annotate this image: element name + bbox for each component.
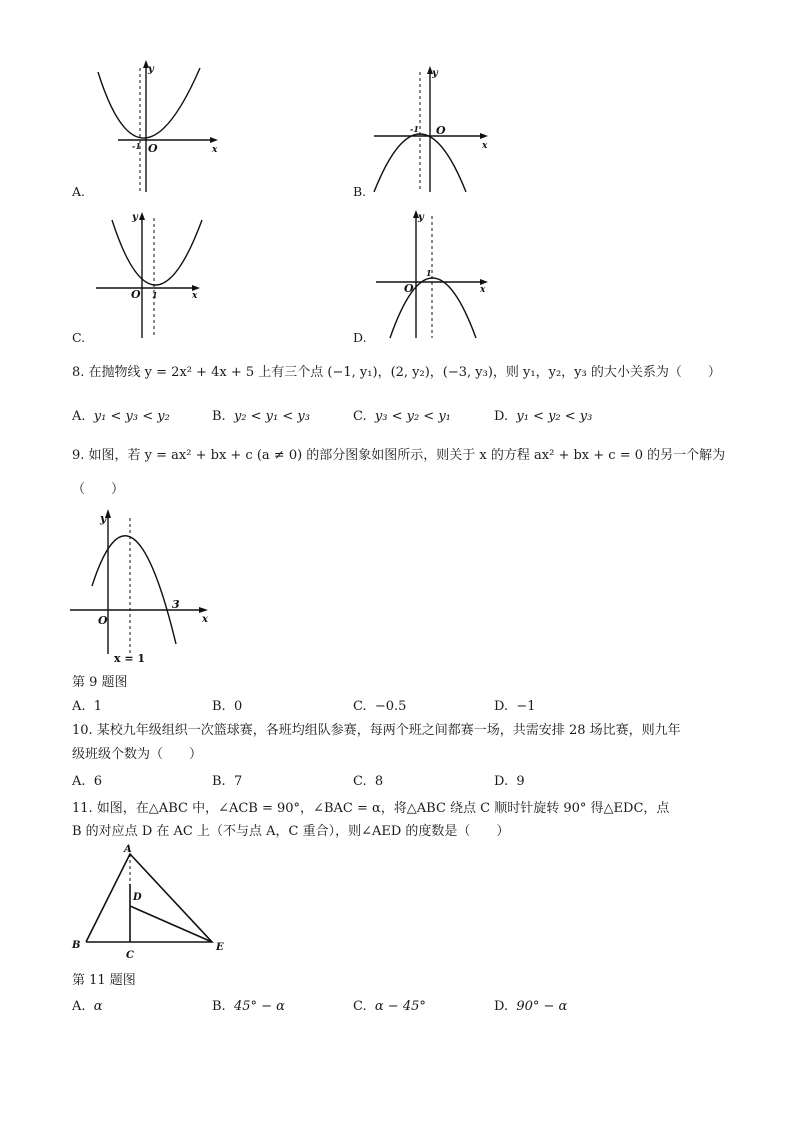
q9-option-a[interactable] [72, 698, 102, 716]
q7-option-c-label[interactable]: C. [72, 330, 86, 345]
q7-option-b-graph[interactable] [368, 64, 498, 196]
q11-label-c: C [126, 950, 134, 961]
q9-graph [68, 506, 218, 666]
q9-option-d-value: −1 [516, 699, 536, 714]
q10-option-b-letter: B. [212, 774, 226, 789]
q9-option-b-value: 0 [233, 699, 243, 714]
q7-b-origin-label: O [436, 124, 446, 137]
q11-option-b-letter: B. [212, 999, 226, 1014]
q9-x-label: x [202, 614, 208, 625]
q11-option-d-letter: D. [494, 999, 509, 1014]
q7-option-d-label[interactable]: D. [353, 330, 367, 345]
q9-question-text-cont: （ ） [72, 482, 125, 497]
q10-option-b-value: 7 [233, 774, 243, 789]
q10-question-text: 10. 某校九年级组织一次篮球赛，各班均组队参赛，每两个班之间都赛一场，共需安排 28 场比赛，则九年 [72, 723, 681, 738]
q11-option-d-value: 90° − α [516, 999, 568, 1014]
q8-option-b[interactable] [212, 408, 310, 426]
q10-option-a-value: 6 [93, 774, 103, 789]
q9-option-d-letter: D. [494, 699, 509, 714]
q7-a-vertex-label: -1 [132, 141, 141, 151]
q10-option-a[interactable] [72, 773, 102, 791]
q11-option-a-value: α [93, 999, 103, 1014]
q9-origin-label: O [98, 614, 108, 627]
q10-option-c-letter: C. [353, 774, 367, 789]
q9-axis-label: x = 1 [114, 652, 146, 665]
q9-option-a-value: 1 [93, 699, 103, 714]
q10-option-c-value: 8 [374, 774, 384, 789]
q9-figure-caption: 第 9 题图 [72, 675, 128, 690]
q10-option-d-value: 9 [516, 774, 525, 789]
q11-label-a: A [124, 844, 132, 855]
q7-c-vertex-label: 1 [152, 290, 158, 300]
q10-option-a-letter: A. [72, 774, 86, 789]
q7-b-x-label: x [482, 141, 488, 151]
q9-question-text: 9. 如图，若 y = ax² + bx + c (a ≠ 0) 的部分图象如图所示，则关于 x 的方程 ax² + bx + c = 0 的另一个解为 [72, 448, 726, 463]
q8-option-b-value: y₂ < y₁ < y₃ [233, 409, 310, 424]
q8-option-d-value: y₁ < y₂ < y₃ [516, 409, 593, 424]
q8-option-d-letter: D. [494, 409, 509, 424]
q7-a-x-label: x [212, 145, 218, 155]
q9-option-a-letter: A. [72, 699, 86, 714]
q11-label-b: B [72, 940, 81, 951]
q7-option-c-graph[interactable] [92, 210, 212, 342]
q9-option-c-value: −0.5 [374, 699, 407, 714]
q9-option-d[interactable] [494, 698, 536, 716]
q11-option-c[interactable] [353, 998, 426, 1016]
q8-option-b-letter: B. [212, 409, 226, 424]
q8-option-a[interactable] [72, 408, 170, 426]
q8-option-c[interactable] [353, 408, 451, 426]
q7-b-y-label: y [432, 68, 438, 79]
q11-question-text: 11. 如图，在△ABC 中，∠ACB = 90°，∠BAC = α，将△ABC 绕点 C 顺时针旋转 90° 得△EDC，点 [72, 801, 670, 816]
q8-option-c-value: y₃ < y₂ < y₁ [374, 409, 451, 424]
q7-c-x-label: x [192, 291, 198, 301]
q8-option-c-letter: C. [353, 409, 367, 424]
q7-b-vertex-label: -1 [410, 124, 419, 134]
q11-option-b[interactable] [212, 998, 285, 1016]
q11-figure-caption: 第 11 题图 [72, 973, 136, 988]
q7-d-y-label: y [418, 212, 424, 223]
q7-option-d-graph[interactable] [372, 208, 502, 342]
q11-figure [66, 842, 236, 964]
q8-option-a-letter: A. [72, 409, 86, 424]
q8-option-d[interactable] [494, 408, 592, 426]
q7-c-y-label: y [132, 212, 138, 223]
q11-label-d: D [133, 892, 142, 903]
q8-question-text: 8. 在抛物线 y = 2x² + 4x + 5 上有三个点 (−1, y₁)，(2, y₂)，(−3, y₃)，则 y₁，y₂，y₃ 的大小关系为（ ） [72, 365, 721, 380]
q7-a-origin-label: O [148, 142, 158, 155]
q10-option-c[interactable] [353, 773, 383, 791]
q11-label-e: E [216, 942, 224, 953]
q8-option-a-value: y₁ < y₃ < y₂ [93, 409, 170, 424]
q7-d-origin-label: O [404, 282, 414, 295]
q10-question-text-cont: 级班级个数为（ ） [72, 747, 203, 762]
q11-option-c-value: α − 45° [374, 999, 426, 1014]
q11-option-a[interactable] [72, 998, 103, 1016]
q11-option-d[interactable] [494, 998, 567, 1016]
q9-y-label: y [100, 512, 107, 525]
q11-question-text-cont: B 的对应点 D 在 AC 上（不与点 A，C 重合），则∠AED 的度数是（ ） [72, 824, 510, 839]
q7-d-vertex-label: 1 [426, 268, 432, 278]
q9-option-c-letter: C. [353, 699, 367, 714]
q7-a-y-label: y [148, 64, 154, 75]
q7-c-origin-label: O [131, 288, 141, 301]
q7-option-a-label[interactable]: A. [72, 184, 86, 199]
q10-option-d[interactable] [494, 773, 525, 791]
q11-option-a-letter: A. [72, 999, 86, 1014]
q7-d-x-label: x [480, 285, 486, 295]
q11-option-b-value: 45° − α [233, 999, 285, 1014]
q10-option-d-letter: D. [494, 774, 509, 789]
q11-option-c-letter: C. [353, 999, 367, 1014]
q9-option-b[interactable] [212, 698, 242, 716]
q10-option-b[interactable] [212, 773, 242, 791]
q9-option-c[interactable] [353, 698, 406, 716]
q9-root-label: 3 [172, 598, 180, 611]
q7-option-b-label[interactable]: B. [353, 184, 367, 199]
q7-option-a-graph[interactable] [88, 58, 228, 198]
q9-option-b-letter: B. [212, 699, 226, 714]
